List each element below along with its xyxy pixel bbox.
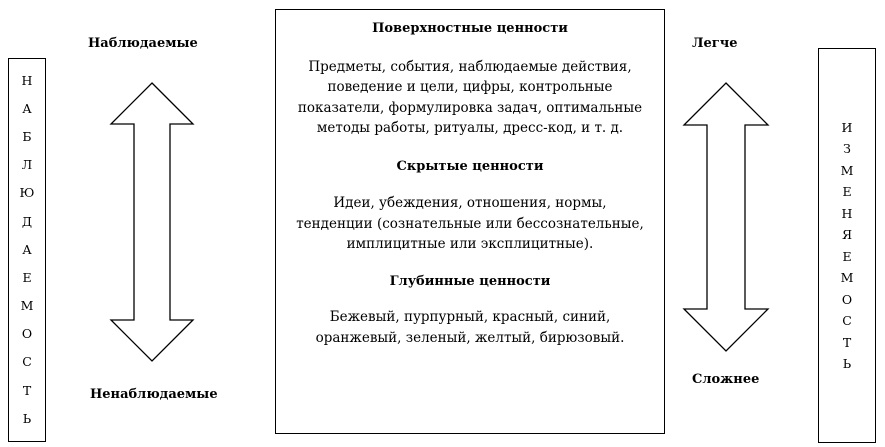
vertical-letter: Н [21,72,33,88]
vertical-letter: Б [22,129,32,145]
deep-values-heading: Глубинные ценности [389,273,551,289]
vertical-letter: З [843,141,851,156]
surface-values-heading: Поверхностные ценности [372,21,568,36]
vertical-letter: М [840,270,854,285]
vertical-letter: Ь [22,410,32,426]
vertical-letter: Ю [19,185,35,201]
vertical-letter: Д [21,213,33,229]
harder-label: Сложнее [692,372,760,387]
vertical-letter: О [21,326,33,342]
vertical-letter: Т [842,334,852,350]
vertical-letter: Т [22,382,32,398]
deep-values-text: Бежевый, пурпурный, красный, синий, оранжевый, зеленый, желтый, бирюзовый. [315,309,625,346]
vertical-letter: С [22,354,32,370]
vertical-letter: Ь [842,356,852,371]
vertical-letter: Е [842,184,852,199]
hidden-values-heading: Скрытые ценности [396,158,544,174]
changeability-double-arrow [683,82,769,352]
vertical-letter: Е [22,269,32,285]
easier-label: Легче [692,36,738,51]
values-box [275,9,665,434]
observability-vertical-label [8,58,46,442]
unobservable-label: Ненаблюдаемые [90,387,218,402]
vertical-letter: Н [841,205,853,221]
observable-label: Наблюдаемые [88,36,198,51]
vertical-letter: И [841,119,853,135]
observability-double-arrow [110,82,194,362]
hidden-values-text: Идеи, убеждения, отношения, нормы, тенденции (сознательные или бессознательные, имплицитные или эксплицитные). [296,195,644,252]
vertical-letter: О [841,291,853,307]
vertical-letter: Е [842,248,852,264]
vertical-letter: Л [21,157,33,173]
surface-values-text: Предметы, события, наблюдаемые действия, поведение и цели, цифры, контрольные показатели, формулировка задач, оптимальные методы работы, ритуалы, дресс-код, и т. д. [297,58,643,136]
vertical-letter: М [840,162,854,178]
vertical-letter: А [22,241,32,257]
vertical-letter: М [20,298,34,314]
changeability-vertical-label [818,48,876,443]
vertical-letter: А [22,100,32,116]
vertical-letter: Я [841,227,853,242]
vertical-letter: С [842,313,852,328]
